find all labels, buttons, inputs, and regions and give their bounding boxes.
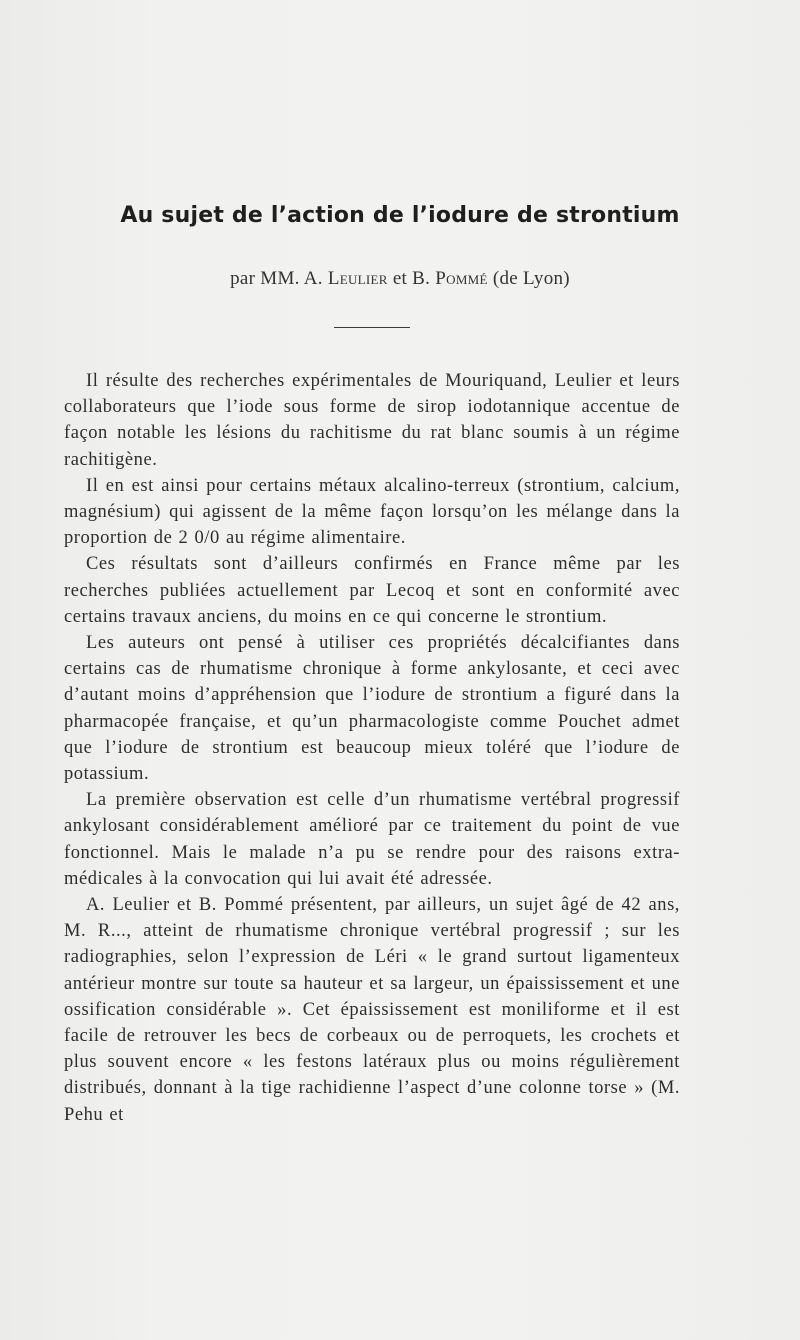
paragraph-2: Il en est ainsi pour certains métaux alcalino-terreux (strontium, calcium, magnésium) qui agissent de la même façon lorsqu’on les mélange dans la proportion de 2 0/0 au régime alimentaire. (64, 475, 680, 549)
byline-suffix: (de Lyon) (487, 268, 570, 289)
author-pomme: Pommé (435, 268, 488, 289)
paragraph-4: Les auteurs ont pensé à utiliser ces propriétés décalcifiantes dans certains cas de rhumatisme chronique à forme ankylosante, et ceci avec d’autant moins d’appréhension que l’iodure de strontium a figuré dans la pharmacopée française, et qu’un pharmacologiste comme Pouchet admet que l’iodure de strontium est beaucoup mieux toléré que l’iodure de potassium. (64, 633, 680, 785)
paragraph-6: A. Leulier et B. Pommé présentent, par ailleurs, un sujet âgé de 42 ans, M. R..., atteint de rhumatisme chronique vertébral progressif ; sur les radiographies, selon l’expression de Léri « le grand surtout ligamenteux antérieur montre sur toute sa hauteur et sa largeur, un épaississement et une ossification considérable ». Cet épaississement est moniliforme et il est facile de retrouver les becs de corbeaux ou de perroquets, les crochets et plus souvent encore « les festons latéraux plus ou moins régulièrement distribués, donnant à la tige rachidienne l’aspect d’une colonne torse » (M. Pehu et (64, 895, 680, 1125)
title-separator-rule (334, 327, 410, 328)
paragraph-3: Ces résultats sont d’ailleurs confirmés en France même par les recherches publiées actuellement par Lecoq et sont en conformité avec certains travaux anciens, du moins en ce qui concerne le strontium. (64, 554, 680, 627)
article-body (64, 368, 680, 1128)
article-title: Au sujet de l’action de l’iodure de strontium (120, 203, 680, 228)
paragraph-5: La première observation est celle d’un rhumatisme vertébral progressif ankylosant considérablement amélioré par ce traitement du point de vue fonctionnel. Mais le malade n’a pu se rendre pour des raisons extra-médicales à la convocation qui lui avait été adressée. (64, 790, 680, 889)
paragraph-1: Il résulte des recherches expérimentales de Mouriquand, Leulier et leurs collaborateurs que l’iode sous forme de sirop iodotannique accentue de façon notable les lésions du rachitisme du rat blanc soumis à un régime rachitigène. (64, 371, 680, 470)
article-byline (0, 268, 800, 290)
byline-prefix: par MM. A. (230, 268, 328, 289)
byline-middle: et B. (387, 268, 436, 289)
author-leulier: Leulier (327, 268, 388, 289)
